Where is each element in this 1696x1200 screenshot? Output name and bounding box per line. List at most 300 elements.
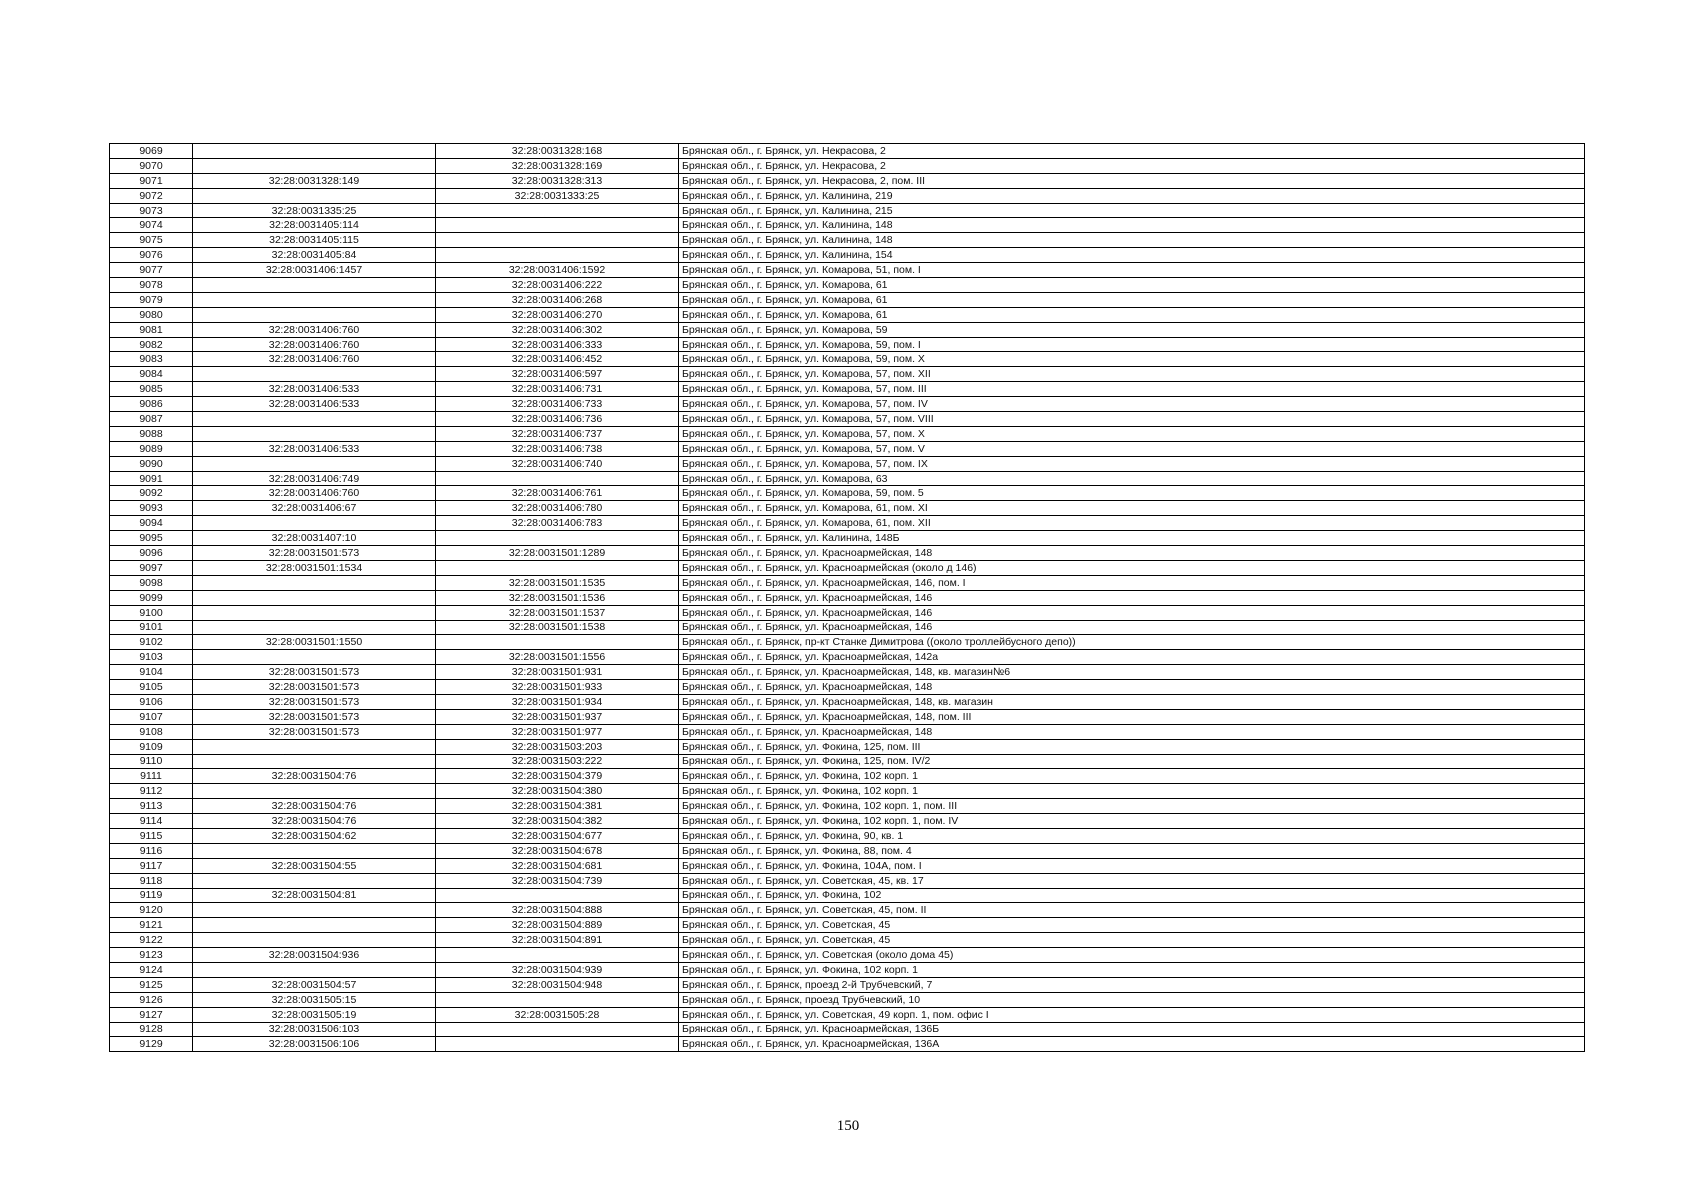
building-cadastral-cell: 32:28:0031406:222 [436, 278, 679, 293]
cadastral-table-body [110, 144, 1585, 1052]
address-cell: Брянская обл., г. Брянск, ул. Комарова, 57, пом. X [679, 426, 1585, 441]
land-plot-cadastral-cell [193, 784, 436, 799]
address-cell: Брянская обл., г. Брянск, ул. Фокина, 125, пом. IV/2 [679, 754, 1585, 769]
table-row [110, 605, 1585, 620]
building-cadastral-cell: 32:28:0031406:733 [436, 397, 679, 412]
address-cell: Брянская обл., г. Брянск, ул. Фокина, 90, кв. 1 [679, 828, 1585, 843]
table-row [110, 828, 1585, 843]
row-number-cell: 9079 [110, 292, 193, 307]
address-cell: Брянская обл., г. Брянск, ул. Комарова, 61 [679, 278, 1585, 293]
row-number-cell: 9092 [110, 486, 193, 501]
address-cell: Брянская обл., г. Брянск, ул. Красноармейская, 146, пом. I [679, 575, 1585, 590]
row-number-cell: 9125 [110, 977, 193, 992]
building-cadastral-cell: 32:28:0031406:452 [436, 352, 679, 367]
address-cell: Брянская обл., г. Брянск, ул. Красноармейская, 148 [679, 546, 1585, 561]
table-row [110, 769, 1585, 784]
table-row [110, 516, 1585, 531]
row-number-cell: 9104 [110, 665, 193, 680]
land-plot-cadastral-cell: 32:28:0031405:115 [193, 233, 436, 248]
row-number-cell: 9085 [110, 382, 193, 397]
building-cadastral-cell: 32:28:0031406:736 [436, 412, 679, 427]
address-cell: Брянская обл., г. Брянск, проезд 2-й Трубчевский, 7 [679, 977, 1585, 992]
row-number-cell: 9116 [110, 843, 193, 858]
address-cell: Брянская обл., г. Брянск, ул. Красноармейская, 148 [679, 680, 1585, 695]
table-row [110, 307, 1585, 322]
land-plot-cadastral-cell: 32:28:0031501:573 [193, 680, 436, 695]
address-cell: Брянская обл., г. Брянск, ул. Советская, 45 [679, 933, 1585, 948]
address-cell: Брянская обл., г. Брянск, ул. Советская, 45, кв. 17 [679, 873, 1585, 888]
row-number-cell: 9127 [110, 1007, 193, 1022]
land-plot-cadastral-cell [193, 144, 436, 159]
row-number-cell: 9107 [110, 709, 193, 724]
row-number-cell: 9113 [110, 799, 193, 814]
table-row [110, 650, 1585, 665]
land-plot-cadastral-cell: 32:28:0031501:1550 [193, 635, 436, 650]
row-number-cell: 9075 [110, 233, 193, 248]
building-cadastral-cell: 32:28:0031406:302 [436, 322, 679, 337]
table-row [110, 1022, 1585, 1037]
table-row [110, 575, 1585, 590]
building-cadastral-cell [436, 1022, 679, 1037]
address-cell: Брянская обл., г. Брянск, ул. Фокина, 102 корп. 1 [679, 962, 1585, 977]
row-number-cell: 9083 [110, 352, 193, 367]
building-cadastral-cell: 32:28:0031504:948 [436, 977, 679, 992]
row-number-cell: 9089 [110, 441, 193, 456]
row-number-cell: 9093 [110, 501, 193, 516]
building-cadastral-cell: 32:28:0031504:380 [436, 784, 679, 799]
table-row [110, 918, 1585, 933]
address-cell: Брянская обл., г. Брянск, ул. Калинина, 154 [679, 248, 1585, 263]
address-cell: Брянская обл., г. Брянск, ул. Комарова, 61, пом. XII [679, 516, 1585, 531]
building-cadastral-cell: 32:28:0031504:888 [436, 903, 679, 918]
address-cell: Брянская обл., г. Брянск, ул. Советская, 45 [679, 918, 1585, 933]
row-number-cell: 9080 [110, 307, 193, 322]
table-row [110, 992, 1585, 1007]
address-cell: Брянская обл., г. Брянск, ул. Калинина, 219 [679, 188, 1585, 203]
building-cadastral-cell: 32:28:0031406:740 [436, 456, 679, 471]
land-plot-cadastral-cell [193, 873, 436, 888]
land-plot-cadastral-cell [193, 620, 436, 635]
table-row [110, 739, 1585, 754]
address-cell: Брянская обл., г. Брянск, ул. Комарова, 59, пом. X [679, 352, 1585, 367]
table-row [110, 665, 1585, 680]
building-cadastral-cell [436, 1037, 679, 1052]
row-number-cell: 9096 [110, 546, 193, 561]
building-cadastral-cell: 32:28:0031406:738 [436, 441, 679, 456]
land-plot-cadastral-cell: 32:28:0031501:573 [193, 709, 436, 724]
land-plot-cadastral-cell [193, 918, 436, 933]
building-cadastral-cell: 32:28:0031504:379 [436, 769, 679, 784]
table-row [110, 218, 1585, 233]
table-row [110, 263, 1585, 278]
address-cell: Брянская обл., г. Брянск, ул. Фокина, 102 [679, 888, 1585, 903]
land-plot-cadastral-cell [193, 426, 436, 441]
address-cell: Брянская обл., г. Брянск, ул. Красноармейская, 136Б [679, 1022, 1585, 1037]
building-cadastral-cell: 32:28:0031406:761 [436, 486, 679, 501]
building-cadastral-cell: 32:28:0031503:203 [436, 739, 679, 754]
row-number-cell: 9123 [110, 948, 193, 963]
table-row [110, 1037, 1585, 1052]
building-cadastral-cell: 32:28:0031406:737 [436, 426, 679, 441]
address-cell: Брянская обл., г. Брянск, ул. Фокина, 102 корп. 1 [679, 784, 1585, 799]
row-number-cell: 9070 [110, 158, 193, 173]
table-row [110, 680, 1585, 695]
land-plot-cadastral-cell: 32:28:0031406:760 [193, 352, 436, 367]
address-cell: Брянская обл., г. Брянск, ул. Комарова, 57, пом. V [679, 441, 1585, 456]
building-cadastral-cell [436, 531, 679, 546]
table-row [110, 173, 1585, 188]
building-cadastral-cell [436, 635, 679, 650]
building-cadastral-cell: 32:28:0031504:739 [436, 873, 679, 888]
row-number-cell: 9091 [110, 471, 193, 486]
row-number-cell: 9094 [110, 516, 193, 531]
table-row [110, 560, 1585, 575]
land-plot-cadastral-cell: 32:28:0031328:149 [193, 173, 436, 188]
address-cell: Брянская обл., г. Брянск, ул. Комарова, 59, пом. I [679, 337, 1585, 352]
cadastral-table [109, 143, 1585, 1052]
building-cadastral-cell: 32:28:0031501:1536 [436, 590, 679, 605]
table-row [110, 724, 1585, 739]
land-plot-cadastral-cell: 32:28:0031501:573 [193, 546, 436, 561]
table-row [110, 962, 1585, 977]
table-row [110, 426, 1585, 441]
building-cadastral-cell: 32:28:0031406:1592 [436, 263, 679, 278]
land-plot-cadastral-cell: 32:28:0031501:573 [193, 724, 436, 739]
building-cadastral-cell [436, 560, 679, 575]
building-cadastral-cell [436, 992, 679, 1007]
building-cadastral-cell: 32:28:0031406:333 [436, 337, 679, 352]
building-cadastral-cell: 32:28:0031501:1535 [436, 575, 679, 590]
row-number-cell: 9072 [110, 188, 193, 203]
building-cadastral-cell: 32:28:0031406:731 [436, 382, 679, 397]
table-row [110, 754, 1585, 769]
land-plot-cadastral-cell [193, 412, 436, 427]
address-cell: Брянская обл., г. Брянск, ул. Фокина, 102 корп. 1 [679, 769, 1585, 784]
row-number-cell: 9109 [110, 739, 193, 754]
land-plot-cadastral-cell: 32:28:0031504:55 [193, 858, 436, 873]
row-number-cell: 9097 [110, 560, 193, 575]
address-cell: Брянская обл., г. Брянск, ул. Комарова, 57, пом. III [679, 382, 1585, 397]
land-plot-cadastral-cell: 32:28:0031505:15 [193, 992, 436, 1007]
land-plot-cadastral-cell: 32:28:0031406:533 [193, 441, 436, 456]
row-number-cell: 9114 [110, 814, 193, 829]
address-cell: Брянская обл., г. Брянск, ул. Калинина, 148 [679, 233, 1585, 248]
table-row [110, 486, 1585, 501]
building-cadastral-cell: 32:28:0031406:268 [436, 292, 679, 307]
row-number-cell: 9071 [110, 173, 193, 188]
row-number-cell: 9077 [110, 263, 193, 278]
building-cadastral-cell [436, 471, 679, 486]
address-cell: Брянская обл., г. Брянск, ул. Советская (около дома 45) [679, 948, 1585, 963]
row-number-cell: 9117 [110, 858, 193, 873]
land-plot-cadastral-cell [193, 292, 436, 307]
address-cell: Брянская обл., г. Брянск, ул. Фокина, 88, пом. 4 [679, 843, 1585, 858]
row-number-cell: 9087 [110, 412, 193, 427]
building-cadastral-cell: 32:28:0031333:25 [436, 188, 679, 203]
address-cell: Брянская обл., г. Брянск, ул. Комарова, 61 [679, 307, 1585, 322]
land-plot-cadastral-cell [193, 158, 436, 173]
building-cadastral-cell: 32:28:0031501:931 [436, 665, 679, 680]
row-number-cell: 9128 [110, 1022, 193, 1037]
land-plot-cadastral-cell: 32:28:0031501:573 [193, 694, 436, 709]
land-plot-cadastral-cell: 32:28:0031405:114 [193, 218, 436, 233]
row-number-cell: 9098 [110, 575, 193, 590]
land-plot-cadastral-cell: 32:28:0031504:81 [193, 888, 436, 903]
table-row [110, 188, 1585, 203]
land-plot-cadastral-cell: 32:28:0031504:76 [193, 814, 436, 829]
land-plot-cadastral-cell: 32:28:0031506:103 [193, 1022, 436, 1037]
land-plot-cadastral-cell [193, 903, 436, 918]
address-cell: Брянская обл., г. Брянск, ул. Некрасова, 2, пом. III [679, 173, 1585, 188]
building-cadastral-cell [436, 248, 679, 263]
building-cadastral-cell: 32:28:0031406:597 [436, 367, 679, 382]
land-plot-cadastral-cell [193, 516, 436, 531]
building-cadastral-cell [436, 888, 679, 903]
row-number-cell: 9129 [110, 1037, 193, 1052]
address-cell: Брянская обл., г. Брянск, ул. Комарова, 51, пом. I [679, 263, 1585, 278]
building-cadastral-cell: 32:28:0031504:681 [436, 858, 679, 873]
land-plot-cadastral-cell: 32:28:0031406:533 [193, 382, 436, 397]
building-cadastral-cell: 32:28:0031501:934 [436, 694, 679, 709]
address-cell: Брянская обл., г. Брянск, ул. Комарова, 63 [679, 471, 1585, 486]
address-cell: Брянская обл., г. Брянск, ул. Красноармейская, 142а [679, 650, 1585, 665]
address-cell: Брянская обл., г. Брянск, ул. Некрасова, 2 [679, 144, 1585, 159]
address-cell: Брянская обл., г. Брянск, ул. Комарова, 59, пом. 5 [679, 486, 1585, 501]
land-plot-cadastral-cell [193, 962, 436, 977]
table-row [110, 322, 1585, 337]
address-cell: Брянская обл., г. Брянск, ул. Красноармейская, 146 [679, 605, 1585, 620]
building-cadastral-cell: 32:28:0031328:313 [436, 173, 679, 188]
table-row [110, 248, 1585, 263]
address-cell: Брянская обл., г. Брянск, ул. Калинина, 148Б [679, 531, 1585, 546]
table-row [110, 858, 1585, 873]
building-cadastral-cell: 32:28:0031328:169 [436, 158, 679, 173]
address-cell: Брянская обл., г. Брянск, ул. Комарова, 61, пом. XI [679, 501, 1585, 516]
row-number-cell: 9106 [110, 694, 193, 709]
land-plot-cadastral-cell: 32:28:0031501:573 [193, 665, 436, 680]
land-plot-cadastral-cell: 32:28:0031406:760 [193, 486, 436, 501]
row-number-cell: 9110 [110, 754, 193, 769]
row-number-cell: 9090 [110, 456, 193, 471]
table-row [110, 814, 1585, 829]
building-cadastral-cell: 32:28:0031505:28 [436, 1007, 679, 1022]
table-row [110, 158, 1585, 173]
row-number-cell: 9103 [110, 650, 193, 665]
row-number-cell: 9126 [110, 992, 193, 1007]
address-cell: Брянская обл., г. Брянск, ул. Красноармейская, 146 [679, 620, 1585, 635]
page-number: 150 [836, 1118, 860, 1134]
table-row [110, 784, 1585, 799]
row-number-cell: 9122 [110, 933, 193, 948]
address-cell: Брянская обл., г. Брянск, ул. Некрасова, 2 [679, 158, 1585, 173]
table-row [110, 352, 1585, 367]
row-number-cell: 9100 [110, 605, 193, 620]
row-number-cell: 9081 [110, 322, 193, 337]
address-cell: Брянская обл., г. Брянск, ул. Красноармейская, 148, пом. III [679, 709, 1585, 724]
address-cell: Брянская обл., г. Брянск, ул. Красноармейская, 136А [679, 1037, 1585, 1052]
address-cell: Брянская обл., г. Брянск, ул. Калинина, 215 [679, 203, 1585, 218]
table-row [110, 144, 1585, 159]
building-cadastral-cell: 32:28:0031504:891 [436, 933, 679, 948]
land-plot-cadastral-cell: 32:28:0031504:62 [193, 828, 436, 843]
table-row [110, 635, 1585, 650]
address-cell: Брянская обл., г. Брянск, пр-кт Станке Димитрова ((около троллейбусного депо)) [679, 635, 1585, 650]
address-cell: Брянская обл., г. Брянск, ул. Фокина, 104А, пом. I [679, 858, 1585, 873]
land-plot-cadastral-cell [193, 739, 436, 754]
address-cell: Брянская обл., г. Брянск, ул. Красноармейская, 146 [679, 590, 1585, 605]
land-plot-cadastral-cell: 32:28:0031504:57 [193, 977, 436, 992]
building-cadastral-cell [436, 233, 679, 248]
address-cell: Брянская обл., г. Брянск, ул. Комарова, 57, пом. VIII [679, 412, 1585, 427]
building-cadastral-cell: 32:28:0031501:933 [436, 680, 679, 695]
row-number-cell: 9082 [110, 337, 193, 352]
land-plot-cadastral-cell [193, 650, 436, 665]
table-row [110, 412, 1585, 427]
land-plot-cadastral-cell: 32:28:0031406:1457 [193, 263, 436, 278]
table-row [110, 977, 1585, 992]
land-plot-cadastral-cell: 32:28:0031406:533 [193, 397, 436, 412]
row-number-cell: 9105 [110, 680, 193, 695]
land-plot-cadastral-cell: 32:28:0031506:106 [193, 1037, 436, 1052]
building-cadastral-cell: 32:28:0031504:678 [436, 843, 679, 858]
address-cell: Брянская обл., г. Брянск, ул. Комарова, 57, пом. XII [679, 367, 1585, 382]
address-cell: Брянская обл., г. Брянск, ул. Фокина, 102 корп. 1, пом. IV [679, 814, 1585, 829]
table-row [110, 933, 1585, 948]
building-cadastral-cell [436, 203, 679, 218]
table-row [110, 1007, 1585, 1022]
row-number-cell: 9084 [110, 367, 193, 382]
row-number-cell: 9074 [110, 218, 193, 233]
row-number-cell: 9073 [110, 203, 193, 218]
land-plot-cadastral-cell: 32:28:0031406:67 [193, 501, 436, 516]
table-row [110, 382, 1585, 397]
table-row [110, 337, 1585, 352]
table-row [110, 873, 1585, 888]
land-plot-cadastral-cell [193, 754, 436, 769]
building-cadastral-cell: 32:28:0031501:1538 [436, 620, 679, 635]
land-plot-cadastral-cell [193, 575, 436, 590]
building-cadastral-cell: 32:28:0031328:168 [436, 144, 679, 159]
row-number-cell: 9078 [110, 278, 193, 293]
land-plot-cadastral-cell: 32:28:0031406:760 [193, 322, 436, 337]
land-plot-cadastral-cell [193, 590, 436, 605]
row-number-cell: 9121 [110, 918, 193, 933]
land-plot-cadastral-cell: 32:28:0031504:76 [193, 799, 436, 814]
land-plot-cadastral-cell: 32:28:0031501:1534 [193, 560, 436, 575]
building-cadastral-cell: 32:28:0031406:780 [436, 501, 679, 516]
row-number-cell: 9088 [110, 426, 193, 441]
row-number-cell: 9095 [110, 531, 193, 546]
row-number-cell: 9099 [110, 590, 193, 605]
row-number-cell: 9076 [110, 248, 193, 263]
address-cell: Брянская обл., г. Брянск, ул. Красноармейская (около д 146) [679, 560, 1585, 575]
land-plot-cadastral-cell: 32:28:0031405:84 [193, 248, 436, 263]
row-number-cell: 9108 [110, 724, 193, 739]
table-row [110, 233, 1585, 248]
row-number-cell: 9111 [110, 769, 193, 784]
row-number-cell: 9120 [110, 903, 193, 918]
land-plot-cadastral-cell [193, 278, 436, 293]
table-row [110, 590, 1585, 605]
row-number-cell: 9118 [110, 873, 193, 888]
land-plot-cadastral-cell [193, 843, 436, 858]
land-plot-cadastral-cell: 32:28:0031504:76 [193, 769, 436, 784]
address-cell: Брянская обл., г. Брянск, ул. Фокина, 102 корп. 1, пом. III [679, 799, 1585, 814]
table-row [110, 546, 1585, 561]
building-cadastral-cell: 32:28:0031501:977 [436, 724, 679, 739]
table-row [110, 367, 1585, 382]
building-cadastral-cell [436, 218, 679, 233]
building-cadastral-cell: 32:28:0031504:939 [436, 962, 679, 977]
land-plot-cadastral-cell: 32:28:0031335:25 [193, 203, 436, 218]
land-plot-cadastral-cell [193, 188, 436, 203]
building-cadastral-cell: 32:28:0031504:382 [436, 814, 679, 829]
land-plot-cadastral-cell [193, 307, 436, 322]
table-row [110, 531, 1585, 546]
row-number-cell: 9115 [110, 828, 193, 843]
building-cadastral-cell: 32:28:0031503:222 [436, 754, 679, 769]
land-plot-cadastral-cell: 32:28:0031504:936 [193, 948, 436, 963]
land-plot-cadastral-cell: 32:28:0031407:10 [193, 531, 436, 546]
table-row [110, 441, 1585, 456]
table-row [110, 843, 1585, 858]
land-plot-cadastral-cell [193, 456, 436, 471]
building-cadastral-cell: 32:28:0031406:783 [436, 516, 679, 531]
address-cell: Брянская обл., г. Брянск, ул. Советская, 45, пом. II [679, 903, 1585, 918]
land-plot-cadastral-cell [193, 367, 436, 382]
address-cell: Брянская обл., г. Брянск, ул. Комарова, 57, пом. IV [679, 397, 1585, 412]
table-row [110, 799, 1585, 814]
table-row [110, 948, 1585, 963]
land-plot-cadastral-cell: 32:28:0031406:760 [193, 337, 436, 352]
building-cadastral-cell: 32:28:0031501:937 [436, 709, 679, 724]
address-cell: Брянская обл., г. Брянск, ул. Калинина, 148 [679, 218, 1585, 233]
table-row [110, 903, 1585, 918]
table-row [110, 397, 1585, 412]
land-plot-cadastral-cell [193, 933, 436, 948]
table-row [110, 471, 1585, 486]
address-cell: Брянская обл., г. Брянск, ул. Красноармейская, 148 [679, 724, 1585, 739]
address-cell: Брянская обл., г. Брянск, ул. Фокина, 125, пом. III [679, 739, 1585, 754]
row-number-cell: 9069 [110, 144, 193, 159]
address-cell: Брянская обл., г. Брянск, ул. Советская, 49 корп. 1, пом. офис I [679, 1007, 1585, 1022]
table-row [110, 888, 1585, 903]
building-cadastral-cell: 32:28:0031504:381 [436, 799, 679, 814]
building-cadastral-cell: 32:28:0031501:1556 [436, 650, 679, 665]
table-row [110, 278, 1585, 293]
table-row [110, 620, 1585, 635]
row-number-cell: 9101 [110, 620, 193, 635]
address-cell: Брянская обл., г. Брянск, ул. Красноармейская, 148, кв. магазин [679, 694, 1585, 709]
land-plot-cadastral-cell [193, 605, 436, 620]
address-cell: Брянская обл., г. Брянск, ул. Комарова, 61 [679, 292, 1585, 307]
row-number-cell: 9119 [110, 888, 193, 903]
row-number-cell: 9086 [110, 397, 193, 412]
building-cadastral-cell [436, 948, 679, 963]
row-number-cell: 9112 [110, 784, 193, 799]
table-row [110, 292, 1585, 307]
address-cell: Брянская обл., г. Брянск, ул. Комарова, 59 [679, 322, 1585, 337]
table-row [110, 694, 1585, 709]
table-row [110, 203, 1585, 218]
row-number-cell: 9102 [110, 635, 193, 650]
table-row [110, 456, 1585, 471]
land-plot-cadastral-cell: 32:28:0031406:749 [193, 471, 436, 486]
table-row [110, 501, 1585, 516]
building-cadastral-cell: 32:28:0031504:889 [436, 918, 679, 933]
address-cell: Брянская обл., г. Брянск, проезд Трубчевский, 10 [679, 992, 1585, 1007]
building-cadastral-cell: 32:28:0031501:1537 [436, 605, 679, 620]
